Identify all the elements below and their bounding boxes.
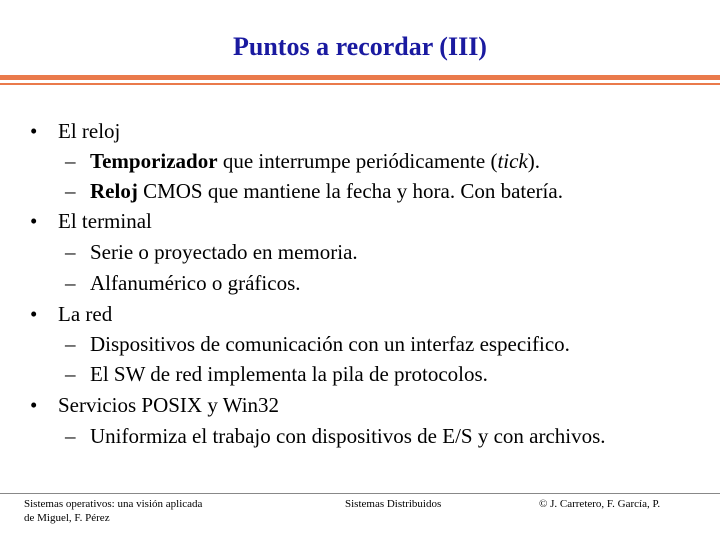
dash-marker: – xyxy=(65,240,76,264)
bullet-text: El terminal xyxy=(58,209,152,233)
footer-book-credit xyxy=(24,497,264,525)
footer-copyright: © J. Carretero, F. García, P. xyxy=(539,498,661,510)
sub-item-text: El SW de red implementa la pila de protocolos. xyxy=(90,362,488,386)
bold-term: Reloj xyxy=(90,179,138,203)
sub-item-text: Serie o proyectado en memoria. xyxy=(90,240,358,264)
sub-item-text: Dispositivos de comunicación con un interfaz especifico. xyxy=(90,332,570,356)
dash-marker: – xyxy=(65,149,76,173)
bullet-marker: • xyxy=(30,302,38,326)
sub-item-tail: ). xyxy=(527,149,541,173)
dash-marker: – xyxy=(65,271,76,295)
dash-marker: – xyxy=(65,179,76,203)
footer-divider xyxy=(0,493,720,494)
title-divider-thick xyxy=(0,75,720,80)
bullet-text: El reloj xyxy=(58,119,121,143)
bullet-marker: • xyxy=(30,209,38,233)
sub-item-body: que interrumpe periódicamente ( xyxy=(217,149,498,173)
dash-marker: – xyxy=(65,424,76,448)
slide-title: Puntos a recordar (III) xyxy=(233,32,487,61)
italic-term: tick xyxy=(497,149,528,173)
footer-course-name: Sistemas Distribuidos xyxy=(345,498,442,510)
bold-term: Temporizador xyxy=(90,149,218,173)
dash-marker: – xyxy=(65,362,76,386)
sub-item-text xyxy=(90,147,540,175)
bullet-text: Servicios POSIX y Win32 xyxy=(58,393,280,417)
bullet-marker: • xyxy=(30,119,38,143)
bullet-text: La red xyxy=(58,302,113,326)
sub-item-text: Alfanumérico o gráficos. xyxy=(90,271,301,295)
footer-book-authors: de Miguel, F. Pérez xyxy=(24,512,110,524)
sub-item-body: CMOS que mantiene la fecha y hora. Con batería. xyxy=(137,179,563,203)
sub-item-text xyxy=(90,177,563,205)
footer-book-title: Sistemas operativos: una visión aplicada xyxy=(24,498,203,510)
sub-item-text: Uniformiza el trabajo con dispositivos de E/S y con archivos. xyxy=(90,424,606,448)
dash-marker: – xyxy=(65,332,76,356)
title-divider-thin xyxy=(0,83,720,85)
bullet-marker: • xyxy=(30,393,38,417)
